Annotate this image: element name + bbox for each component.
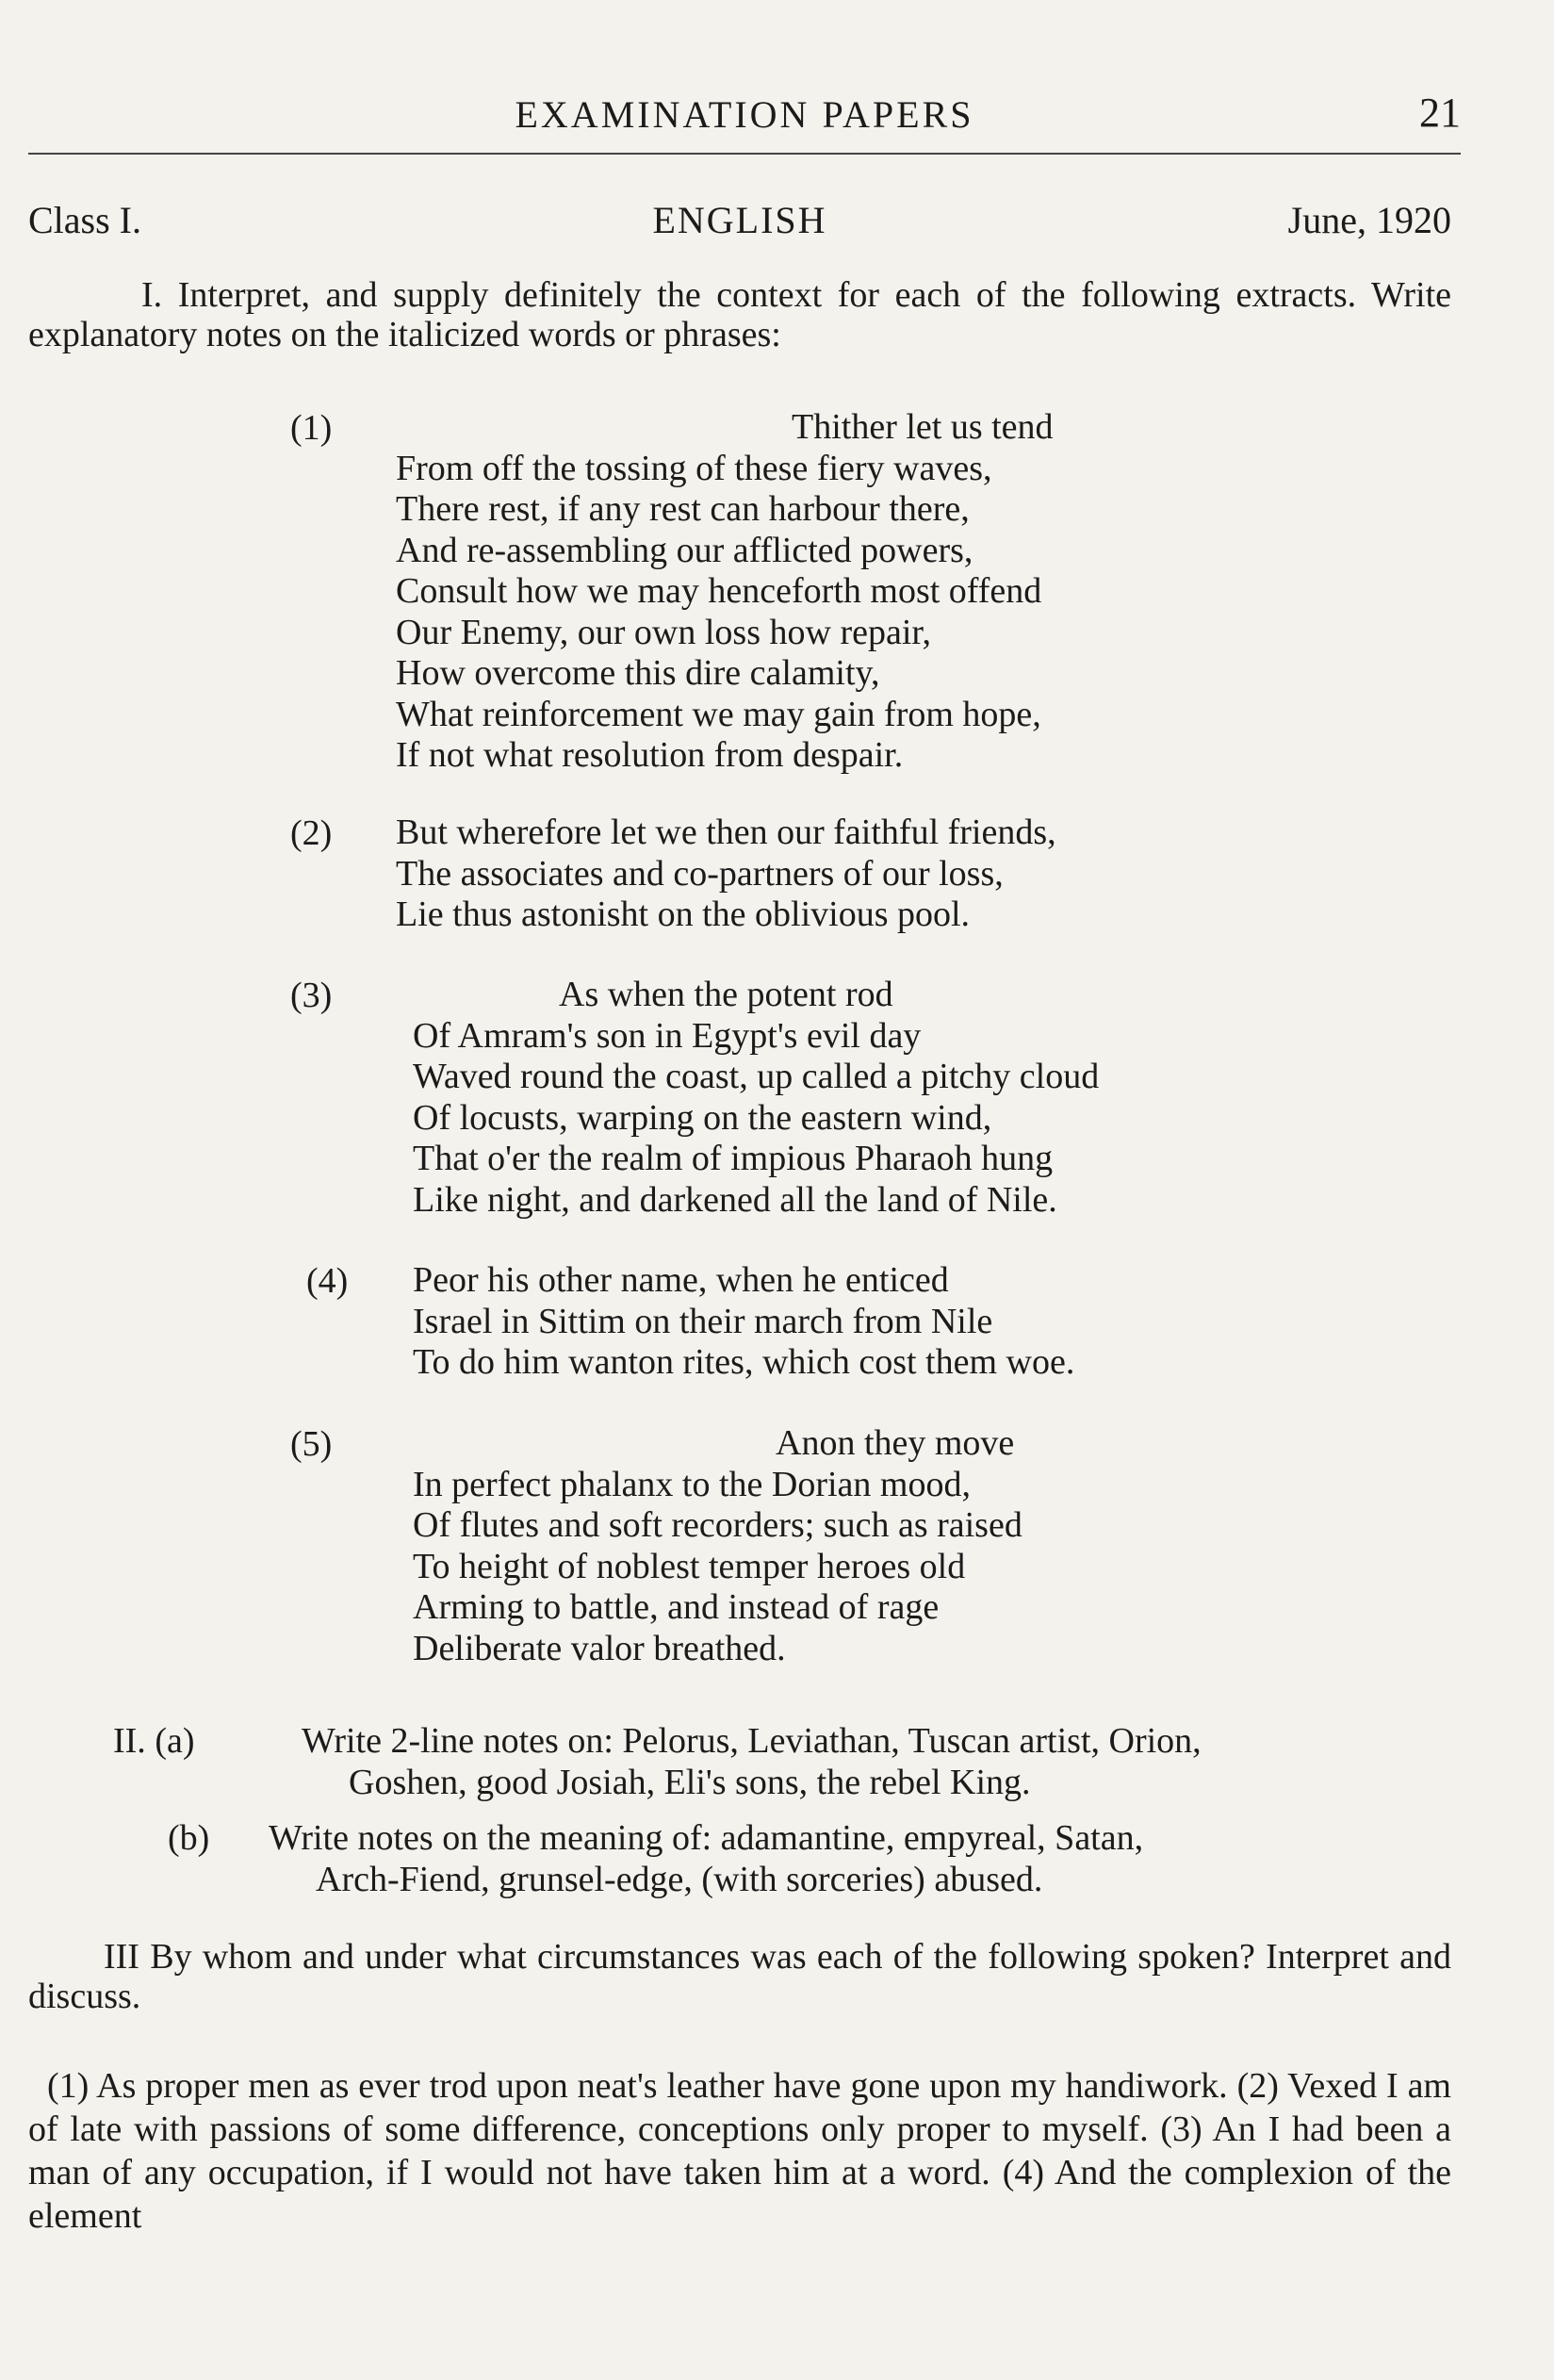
extract-lines xyxy=(396,812,1056,936)
verse-line: Lie thus astonisht on the oblivious pool. xyxy=(396,895,971,934)
verse-line: Consult how we may henceforth most offend xyxy=(396,571,1042,611)
verse-line: Thither let us tend xyxy=(792,407,1054,447)
question-1-text: Interpret, and supply definitely the context for each of the following extracts. Write explanatory notes on the italicized words or phrases: xyxy=(28,275,1451,354)
page-number: 21 xyxy=(1419,90,1461,136)
question-2a xyxy=(302,1720,1451,1803)
question-2b xyxy=(269,1817,1451,1900)
exam-date: June, 1920 xyxy=(1287,199,1451,241)
section-heading xyxy=(28,198,1451,245)
extract-lines xyxy=(413,1423,1022,1669)
verse-line: Our Enemy, our own loss how repair, xyxy=(396,612,932,652)
verse-line: The associates and co-partners of our loss, xyxy=(396,853,1004,894)
running-title: EXAMINATION PAPERS xyxy=(515,93,974,136)
verse-line: What reinforcement we may gain from hope, xyxy=(396,694,1041,734)
verse-line: And re-assembling our afflicted powers, xyxy=(396,530,973,570)
verse-line: If not what resolution from despair. xyxy=(396,735,904,775)
class-label: Class I. xyxy=(28,199,141,241)
verse-line: But wherefore let we then our faithful friends, xyxy=(396,812,1056,852)
extract-number: (5) xyxy=(290,1424,333,1464)
question-2-number: II. xyxy=(113,1721,146,1761)
verse-line: Like night, and darkened all the land of Nile. xyxy=(413,1179,1057,1220)
verse-line: Of flutes and soft recorders; such as raised xyxy=(413,1505,1022,1545)
verse-line: Of Amram's son in Egypt's evil day xyxy=(413,1015,922,1056)
verse-line: That o'er the realm of impious Pharaoh hung xyxy=(413,1139,1054,1178)
question-3 xyxy=(28,1937,1451,2016)
verse-line: Deliberate valor breathed. xyxy=(413,1628,786,1668)
question-2a-line-2: Goshen, good Josiah, Eli's sons, the rebel King. xyxy=(349,1763,1031,1802)
extract-number: (4) xyxy=(306,1261,349,1301)
question-2a-label: (a) xyxy=(155,1721,195,1761)
extract-number: (1) xyxy=(290,408,333,448)
verse-line: How overcome this dire calamity, xyxy=(396,653,880,693)
question-3-passages: (1) As proper men as ever trod upon neat's leather have gone upon my handiwork. (2) Vexed I am of late with passions of some difference, conceptions only proper to myself. (3) An I had been a man of any occupation, if I would not have taken him at a word. (4) And the complexion of the element xyxy=(28,2066,1451,2236)
question-2-a-number xyxy=(113,1720,195,1762)
verse-line: Peor his other name, when he enticed xyxy=(413,1260,949,1300)
question-3-number: III xyxy=(104,1937,139,1977)
question-2b-line-1: Write notes on the meaning of: adamantine, empyreal, Satan, xyxy=(269,1818,1144,1858)
extract-number: (2) xyxy=(290,813,333,853)
verse-line: Anon they move xyxy=(776,1423,1015,1463)
verse-line: From off the tossing of these fiery waves, xyxy=(396,448,992,488)
question-2a-line-1: Write 2-line notes on: Pelorus, Leviathan, Tuscan artist, Orion, xyxy=(302,1721,1202,1761)
question-1 xyxy=(28,275,1451,354)
question-1-number: I. xyxy=(141,275,163,315)
running-header xyxy=(28,87,1461,155)
verse-line: Of locusts, warping on the eastern wind, xyxy=(413,1097,992,1138)
verse-line: Arming to battle, and instead of rage xyxy=(413,1587,940,1627)
verse-line: Israel in Sittim on their march from Nile xyxy=(413,1301,993,1341)
extract-lines xyxy=(413,975,1099,1221)
verse-line: As when the potent rod xyxy=(559,975,893,1014)
subject-title: ENGLISH xyxy=(652,199,827,241)
extract-number: (3) xyxy=(290,976,333,1015)
extract-lines xyxy=(396,407,1054,777)
question-2b-line-2: Arch-Fiend, grunsel-edge, (with sorceries) abused. xyxy=(316,1860,1043,1899)
extract-lines xyxy=(413,1260,1074,1384)
question-3-text: By whom and under what circumstances was each of the following spoken? Interpret and discuss. xyxy=(28,1937,1451,2016)
question-2b-label: (b) xyxy=(168,1818,210,1858)
verse-line: There rest, if any rest can harbour there, xyxy=(396,489,970,529)
verse-line: To height of noblest temper heroes old xyxy=(413,1546,966,1586)
verse-line: In perfect phalanx to the Dorian mood, xyxy=(413,1464,971,1504)
verse-line: To do him wanton rites, which cost them woe. xyxy=(413,1342,1075,1382)
verse-line: Waved round the coast, up called a pitchy cloud xyxy=(413,1057,1100,1096)
